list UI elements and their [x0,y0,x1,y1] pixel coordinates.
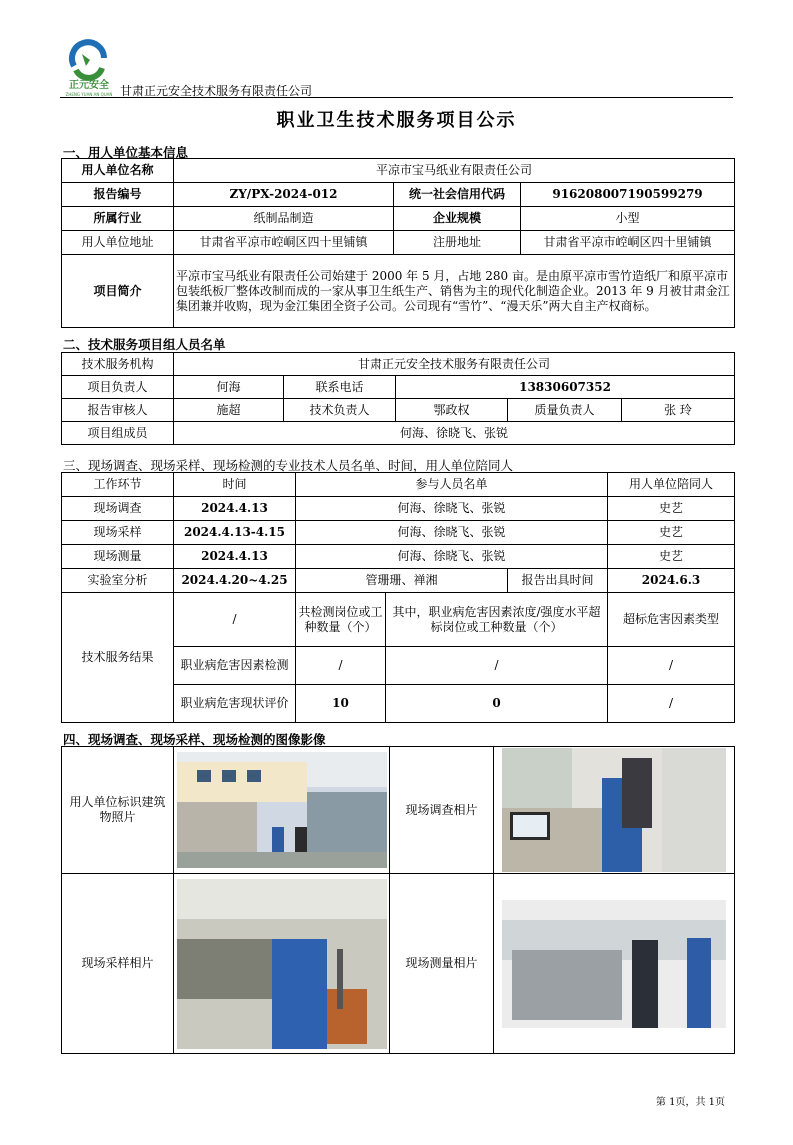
leader-label: 项目负责人 [62,376,174,399]
col-exceed-factor: 超标危害因素类型 [608,593,735,647]
unit-name-value: 平凉市宝马纸业有限责任公司 [174,159,735,183]
step-sampling: 现场采样 [62,521,174,545]
team-table [61,352,735,445]
result-slash: / [174,593,296,647]
issue-date-label: 报告出具时间 [508,569,608,593]
eval-label: 职业病危害现状评价 [174,685,296,723]
basic-info-table [61,158,735,328]
photo3-cell [174,874,390,1054]
step-measure: 现场测量 [62,545,174,569]
report-no-label: 报告编号 [62,183,174,207]
photo2-cell [494,747,735,874]
address-value: 甘肃省平凉市崆峒区四十里铺镇 [174,231,394,255]
report-no-value: ZY/PX-2024-012 [174,183,394,207]
table-row [62,521,735,545]
survey-people: 何海、徐晓飞、张锐 [296,497,608,521]
intro-value: 平凉市宝马纸业有限责任公司始建于 2000 年 5 月，占地 280 亩。是由原平凉市雪竹造纸厂和原平凉市包装纸板厂整体改制而成的一家从事卫生纸生产、销售为主的现代化制造企业。2013 年 9 月被甘肃金江集团兼并收购，现为金江集团全资子公司。公司现有“雪竹”、“漫天乐”两大自主产权商标。 [174,255,735,328]
photo3-label: 现场采样相片 [62,874,174,1054]
photo1-cell [174,747,390,874]
section1-heading: 一、用人单位基本信息 [63,145,189,160]
logo-text: 正元安全 [69,80,109,91]
sampling-photo [177,879,387,1049]
logo-sub: ZHENG YUAN AN QUAN [65,92,113,97]
members-label: 项目组成员 [62,422,174,445]
sampling-time: 2024.4.13-4.15 [174,521,296,545]
company-name: 甘肃正元安全技术服务有限责任公司 [120,84,313,98]
reviewer-value: 施超 [174,399,284,422]
members-value: 何海、徐晓飞、张锐 [174,422,735,445]
col-time: 时间 [174,473,296,497]
issue-date-value: 2024.6.3 [608,569,735,593]
photo-table [61,746,735,1054]
lab-time: 2024.4.20~4.25 [174,569,296,593]
quality-lead-label: 质量负责人 [508,399,622,422]
address-label: 用人单位地址 [62,231,174,255]
quality-lead-value: 张 玲 [622,399,735,422]
step-survey: 现场调查 [62,497,174,521]
section3-heading: 三、现场调查、现场采样、现场检测的专业技术人员名单、时间，用人单位陪同人 [63,458,514,473]
credit-code-label: 统一社会信用代码 [394,183,521,207]
reviewer-label: 报告审核人 [62,399,174,422]
phone-value: 13830607352 [396,376,735,399]
sampling-companion: 史艺 [608,521,735,545]
scale-label: 企业规模 [394,207,521,231]
credit-code-value: 916208007190599279 [521,183,735,207]
measure-time: 2024.4.13 [174,545,296,569]
survey-time: 2024.4.13 [174,497,296,521]
page-title: 职业卫生技术服务项目公示 [276,110,517,131]
detect-exceed: / [386,647,608,685]
page-number: 第 1页，共 1页 [655,1097,725,1108]
measurement-photo [502,900,726,1028]
col-step: 工作环节 [62,473,174,497]
field-work-table [61,472,735,593]
phone-label: 联系电话 [284,376,396,399]
industry-value: 纸制品制造 [174,207,394,231]
org-value: 甘肃正元安全技术服务有限责任公司 [174,353,735,376]
detect-label: 职业病危害因素检测 [174,647,296,685]
header-divider [60,97,733,98]
detect-factor: / [608,647,735,685]
company-logo-icon [60,36,118,98]
page-header [60,36,760,96]
scale-value: 小型 [521,207,735,231]
tech-lead-label: 技术负责人 [284,399,396,422]
col-exceed-count: 其中，职业病危害因素浓度/强度水平超标岗位或工种数量（个） [386,593,608,647]
org-label: 技术服务机构 [62,353,174,376]
reg-address-label: 注册地址 [394,231,521,255]
measure-people: 何海、徐晓飞、张锐 [296,545,608,569]
intro-label: 项目简介 [62,255,174,328]
sampling-people: 何海、徐晓飞、张锐 [296,521,608,545]
lab-people: 管珊珊、禅湘 [296,569,508,593]
photo4-cell [494,874,735,1054]
building-photo [177,752,387,868]
industry-label: 所属行业 [62,207,174,231]
detect-total: / [296,647,386,685]
measure-companion: 史艺 [608,545,735,569]
table-row [62,545,735,569]
photo1-label: 用人单位标识建筑物照片 [62,747,174,874]
photo4-label: 现场测量相片 [390,874,494,1054]
survey-photo [502,748,726,872]
section2-heading: 二、技术服务项目组人员名单 [63,337,226,352]
reg-address-value: 甘肃省平凉市崆峒区四十里铺镇 [521,231,735,255]
leader-value: 何海 [174,376,284,399]
survey-companion: 史艺 [608,497,735,521]
eval-factor: / [608,685,735,723]
col-people: 参与人员名单 [296,473,608,497]
result-label: 技术服务结果 [62,593,174,723]
table-row [62,497,735,521]
section4-heading: 四、现场调查、现场采样、现场检测的图像影像 [63,732,326,747]
result-table [61,592,735,723]
eval-total: 10 [296,685,386,723]
col-total-count: 共检测岗位或工种数量（个） [296,593,386,647]
tech-lead-value: 鄂政权 [396,399,508,422]
lab-label: 实验室分析 [62,569,174,593]
photo2-label: 现场调查相片 [390,747,494,874]
unit-name-label: 用人单位名称 [62,159,174,183]
eval-exceed: 0 [386,685,608,723]
col-companion: 用人单位陪同人 [608,473,735,497]
